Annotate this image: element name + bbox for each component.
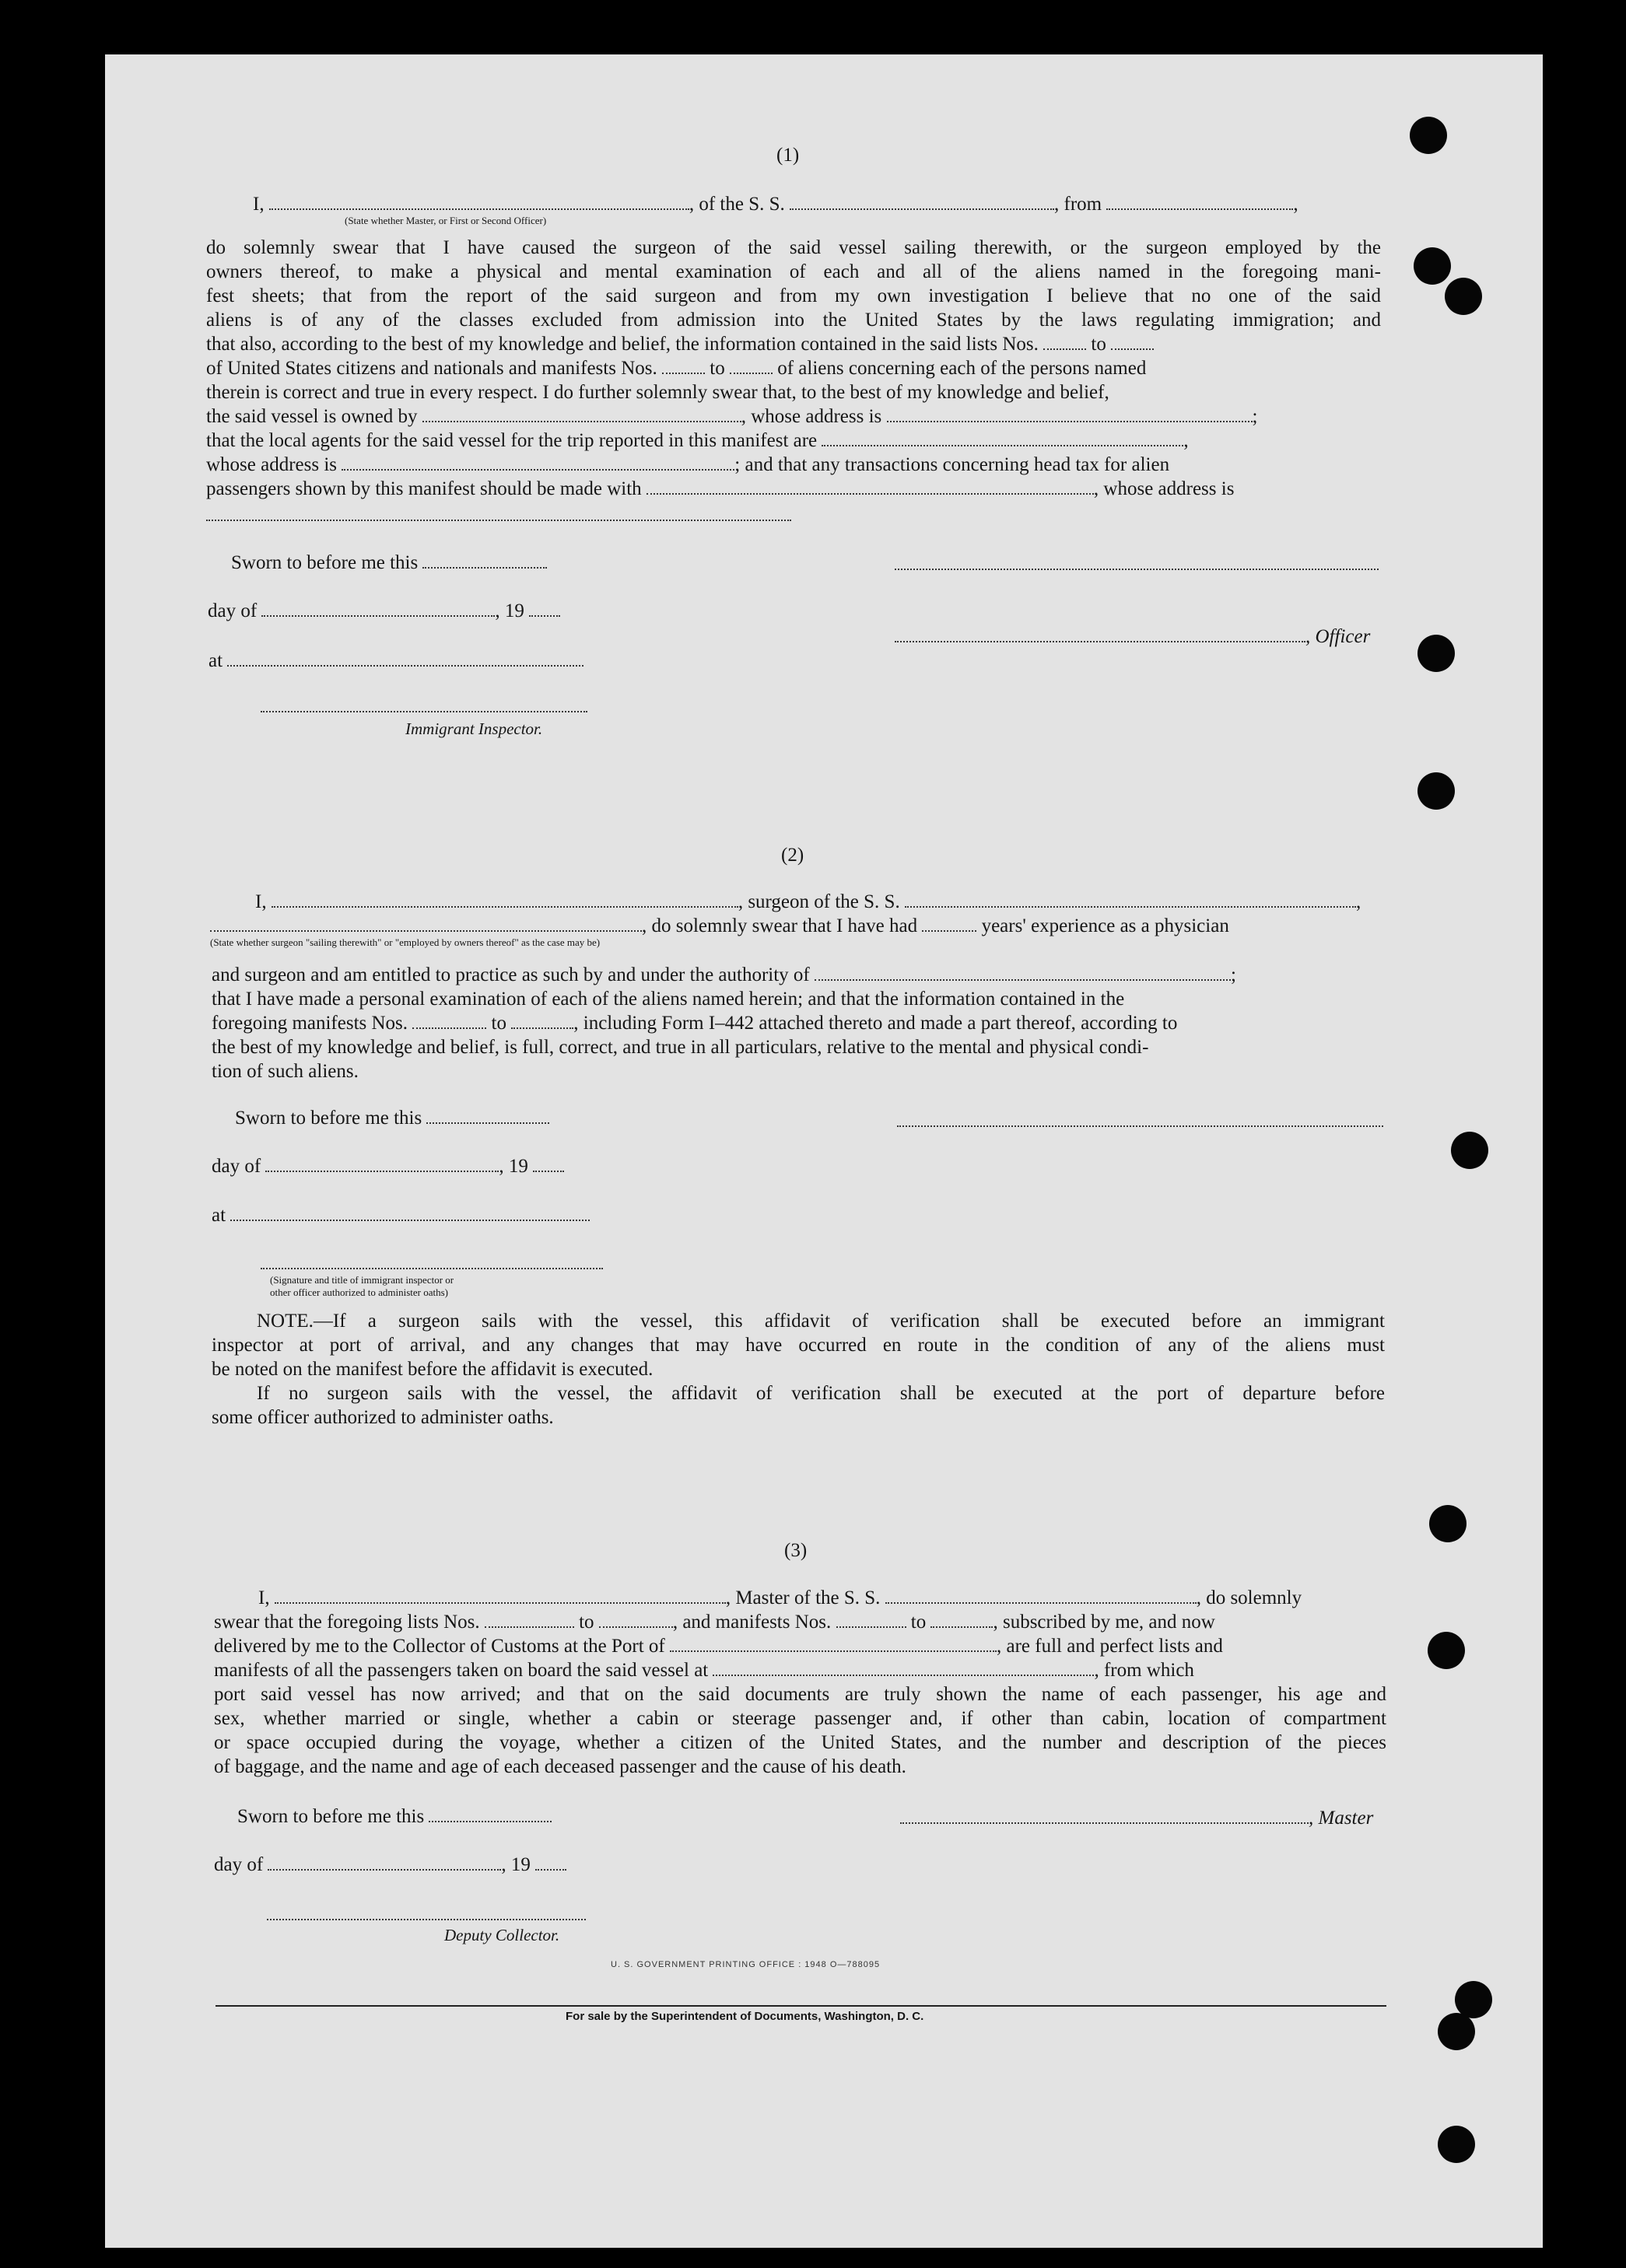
s3-embark-port-field[interactable]: [713, 1660, 1094, 1676]
s3-lists-from-field[interactable]: [485, 1612, 574, 1628]
s2-vessel-field[interactable]: [905, 891, 1356, 908]
s1-line11: passengers shown by this manifest should be made with , whose address is: [206, 478, 1235, 499]
s2-line7: tion of such aliens.: [212, 1061, 359, 1082]
s1-line9: that the local agents for the said vessel for the trip reported in this manifest are ,: [206, 430, 1189, 451]
lists-to-field[interactable]: [1111, 334, 1154, 350]
s2-sworn-date-field[interactable]: [426, 1108, 549, 1124]
s2-line6: the best of my knowledge and belief, is full, correct, and true in all particulars, relative to the mental and physical condi-: [212, 1037, 1149, 1058]
agents-address-field[interactable]: [342, 454, 734, 471]
deputy-signature-line[interactable]: [267, 1919, 586, 1920]
punch-hole: [1417, 772, 1455, 810]
s1-line7: therein is correct and true in every respect. I do further solemnly swear that, to the best of my knowledge and belief,: [206, 382, 1109, 403]
punch-hole: [1417, 635, 1455, 672]
footer-rule: [216, 2005, 1386, 2007]
s3-day-field[interactable]: [268, 1854, 501, 1871]
s1-line6: of United States citizens and nationals and manifests Nos. to of aliens concerning each of the persons named: [206, 358, 1147, 379]
s3-sworn: Sworn to before me this: [237, 1804, 552, 1829]
s2-day-field[interactable]: [265, 1156, 499, 1172]
section-3-number: (3): [784, 1540, 808, 1561]
s3-port-field[interactable]: [670, 1636, 997, 1652]
manifests-to-field[interactable]: [730, 358, 773, 374]
surgeon-signature-line[interactable]: [897, 1125, 1383, 1127]
punch-hole: [1451, 1132, 1488, 1169]
s3-manifests-from-field[interactable]: [836, 1612, 906, 1628]
punch-hole: [1438, 2126, 1475, 2163]
s2-day: day of , 19: [212, 1154, 564, 1178]
s3-line3: delivered by me to the Collector of Customs at the Port of , are full and perfect lists and: [214, 1636, 1223, 1657]
address-continuation-line[interactable]: [206, 520, 791, 521]
s3-lists-to-field[interactable]: [599, 1612, 673, 1628]
s1-at: at: [209, 649, 583, 673]
punch-hole: [1429, 1505, 1467, 1542]
s2-at: at: [212, 1203, 590, 1227]
s2-year-field[interactable]: [533, 1156, 564, 1172]
owner-field[interactable]: [422, 406, 741, 422]
s3-line1: I, , Master of the S. S. , do solemnly: [258, 1587, 1302, 1608]
s1-line-i: I, , of the S. S. , from ,: [253, 194, 1298, 215]
s3-day: day of , 19: [214, 1853, 566, 1877]
immigrant-inspector-label: Immigrant Inspector.: [405, 719, 543, 738]
s3-sworn-date-field[interactable]: [429, 1806, 552, 1822]
inspector-signature-line[interactable]: [261, 711, 587, 712]
s2-sig-note-1: (Signature and title of immigrant inspector or: [270, 1274, 454, 1286]
s2-sig-note-2: other officer authorized to administer oaths): [270, 1286, 448, 1298]
local-agents-field[interactable]: [822, 430, 1183, 446]
s3-line2: swear that the foregoing lists Nos. to , and manifests Nos. to , subscribed by me, and now: [214, 1612, 1215, 1633]
surgeon-status-field[interactable]: [210, 915, 642, 932]
s1-officer: , Officer: [895, 625, 1370, 649]
s3-manifests-to-field[interactable]: [930, 1612, 993, 1628]
s1-officer-note: (State whether Master, or First or Second Officer): [345, 215, 547, 226]
s2-line4: that I have made a personal examination of each of the aliens named herein; and that the information contained in the: [212, 989, 1125, 1010]
vessel-name-field[interactable]: [790, 194, 1054, 210]
s2-line1: I, , surgeon of the S. S. ,: [255, 891, 1361, 912]
s2-line2: , do solemnly swear that I have had years' experience as a physician: [210, 914, 1229, 938]
owner-address-field[interactable]: [887, 406, 1253, 422]
authority-field[interactable]: [815, 964, 1231, 981]
deputy-collector-label: Deputy Collector.: [444, 1926, 560, 1944]
s3-line4: manifests of all the passengers taken on board the said vessel at , from which: [214, 1660, 1194, 1681]
manifests-from-field[interactable]: [662, 358, 705, 374]
lists-from-field[interactable]: [1043, 334, 1086, 350]
s2-manifests-from-field[interactable]: [412, 1013, 486, 1029]
printing-office-imprint: U. S. GOVERNMENT PRINTING OFFICE : 1948 O—788095: [611, 1960, 881, 1969]
s3-master: , Master: [900, 1806, 1373, 1830]
s3-vessel-field[interactable]: [885, 1587, 1197, 1604]
punch-hole: [1410, 117, 1447, 154]
s2-line3: and surgeon and am entitled to practice as such by and under the authority of ;: [212, 964, 1236, 985]
s1-sworn: Sworn to before me this: [231, 551, 547, 575]
punch-hole: [1445, 278, 1482, 315]
place-field[interactable]: [227, 650, 583, 667]
name-field[interactable]: [269, 194, 689, 210]
sworn-date-field[interactable]: [422, 552, 547, 569]
s1-line8: the said vessel is owned by , whose address is ;: [206, 406, 1258, 427]
s2-place-field[interactable]: [230, 1205, 590, 1221]
punch-hole: [1414, 247, 1451, 285]
s2-note: NOTE.—If a surgeon sails with the vessel, this affidavit of verification shall be executed before an immigrant inspector at port of arrival, and any changes that may have occurred en route in the condition of any of the aliens must be noted on the manifest before the affidavit is executed. If no surgeon sails with the vessel, the affidavit of verification shall be executed at the port of departure before some officer authorized to administer oaths.: [212, 1311, 1385, 1428]
s2-manifests-to-field[interactable]: [511, 1013, 573, 1029]
day-field[interactable]: [261, 600, 495, 617]
section-1-number: (1): [776, 145, 800, 166]
s3-year-field[interactable]: [535, 1854, 566, 1871]
section-2-number: (2): [781, 845, 804, 866]
footer-sale-note: For sale by the Superintendent of Documents, Washington, D. C.: [566, 2010, 924, 2023]
master-signature-line[interactable]: [895, 569, 1379, 570]
punch-hole: [1428, 1632, 1465, 1669]
s3-body: port said vessel has now arrived; and that on the said documents are truly shown the name of each passenger, his age and sex, whether married or single, whether a cabin or steerage passenger and, if other than cabin, location of compartment or space occupied during the voyage, whether a citizen of the United States, and the number and description of the pieces of baggage, and the name and age of each deceased passenger and the cause of his death.: [214, 1684, 1386, 1777]
s1-line10: whose address is ; and that any transactions concerning head tax for alien: [206, 454, 1170, 475]
s1-body: do solemnly swear that I have caused the surgeon of the said vessel sailing therewith, or the surgeon employed by the owners thereof, to make a physical and mental examination of each and all of the aliens named in the foregoing mani- fest sheets; that from the report of the said surgeon and from my own investigation I believe that no one of the said aliens is of any of the classes excluded from admission into the United States by the laws regulating immigration; and: [206, 237, 1381, 331]
from-port-field[interactable]: [1106, 194, 1293, 210]
surgeon-name-field[interactable]: [272, 891, 738, 908]
s2-status-note: (State whether surgeon "sailing therewith" or "employed by owners thereof" as the case may be): [210, 936, 601, 948]
s2-line5: foregoing manifests Nos. to , including Form I–442 attached thereto and made a part thereof, according to: [212, 1013, 1178, 1034]
year-field[interactable]: [529, 600, 560, 617]
s1-day: day of , 19: [208, 599, 560, 623]
s2-inspector-signature-line[interactable]: [261, 1268, 603, 1269]
punch-hole: [1438, 2013, 1475, 2050]
years-experience-field[interactable]: [922, 915, 976, 932]
s2-sworn: Sworn to before me this: [235, 1106, 549, 1130]
head-tax-contact-field[interactable]: [647, 478, 1094, 495]
s3-master-signature-field[interactable]: [900, 1808, 1309, 1824]
officer-title-field[interactable]: [895, 626, 1305, 642]
s3-master-name-field[interactable]: [275, 1587, 726, 1604]
s1-line5: that also, according to the best of my knowledge and belief, the information contained in the said lists Nos. to: [206, 332, 1154, 356]
